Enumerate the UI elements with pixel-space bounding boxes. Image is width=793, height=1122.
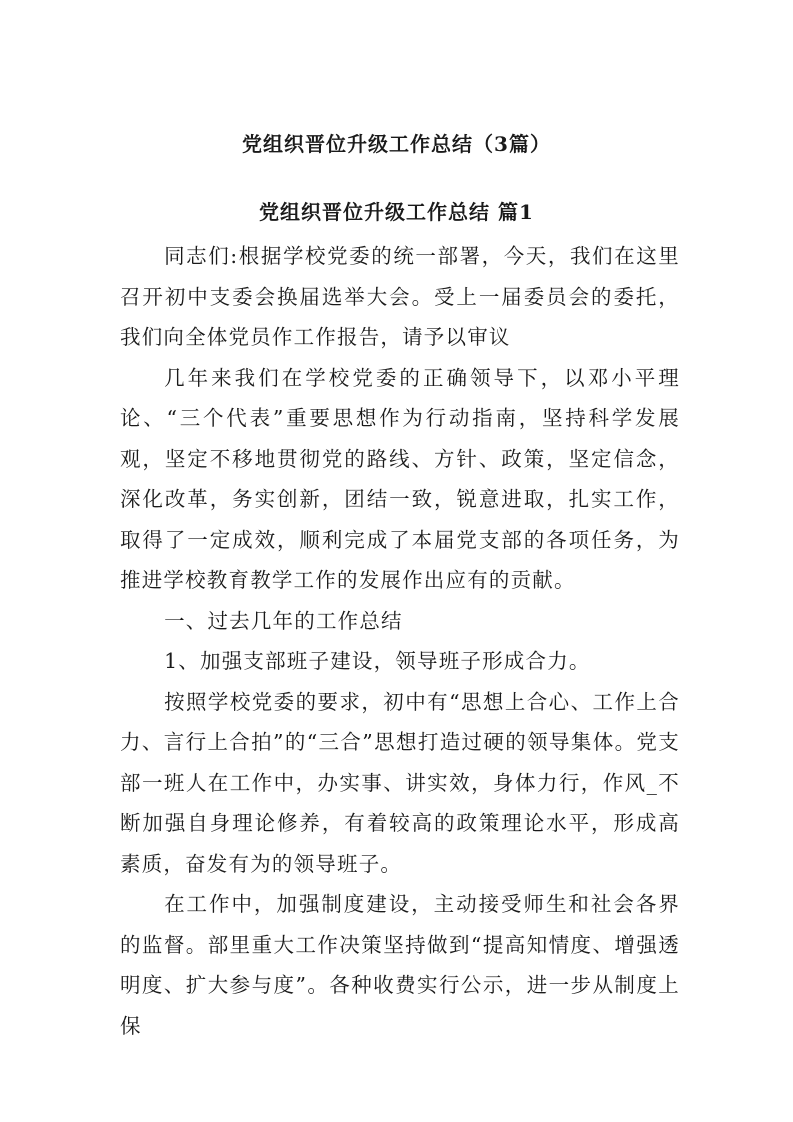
section-heading: 一、过去几年的工作总结 bbox=[164, 608, 403, 633]
document-title: 党组织晋位升级工作总结（3篇） bbox=[242, 132, 551, 156]
paragraph: 几年来我们在学校党委的正确领导下，以邓小平理论、“三个代表”重要思想作为行动指南，坚持科学发展观，坚定不移地贯彻党的路线、方针、政策，坚定信念，深化改革，务实创新，团结一致，锐意进取，扎实工作，取得了一定成效，顺利完成了本届党支部的各项任务，为推进学校教育教学工作的发展作出应有的贡献。 bbox=[120, 365, 680, 592]
subsection-heading: 1、加强支部班子建设，领导班子形成合力。 bbox=[164, 649, 591, 673]
paragraph: 按照学校党委的要求，初中有“思想上合心、工作上合力、言行上合拍”的“三合”思想打造过硬的领导集体。党支部一班人在工作中，办实事、讲实效，身体力行，作风_不断加强自身理论修养，有着较高的政策理论水平，形成高素质，奋发有为的领导班子。 bbox=[120, 689, 680, 876]
paragraph: 同志们:根据学校党委的统一部署，今天，我们在这里召开初中支委会换届选举大会。受上一届委员会的委托，我们向全体党员作工作报告，请予以审议 bbox=[120, 244, 680, 349]
paragraph: 在工作中，加强制度建设，主动接受师生和社会各界的监督。部里重大工作决策坚持做到“提高知情度、增强透明度、扩大参与度”。各种收费实行公示，进一步从制度上保 bbox=[120, 892, 680, 1038]
section-title: 党组织晋位升级工作总结 篇1 bbox=[259, 200, 534, 224]
document-body bbox=[120, 236, 680, 1046]
